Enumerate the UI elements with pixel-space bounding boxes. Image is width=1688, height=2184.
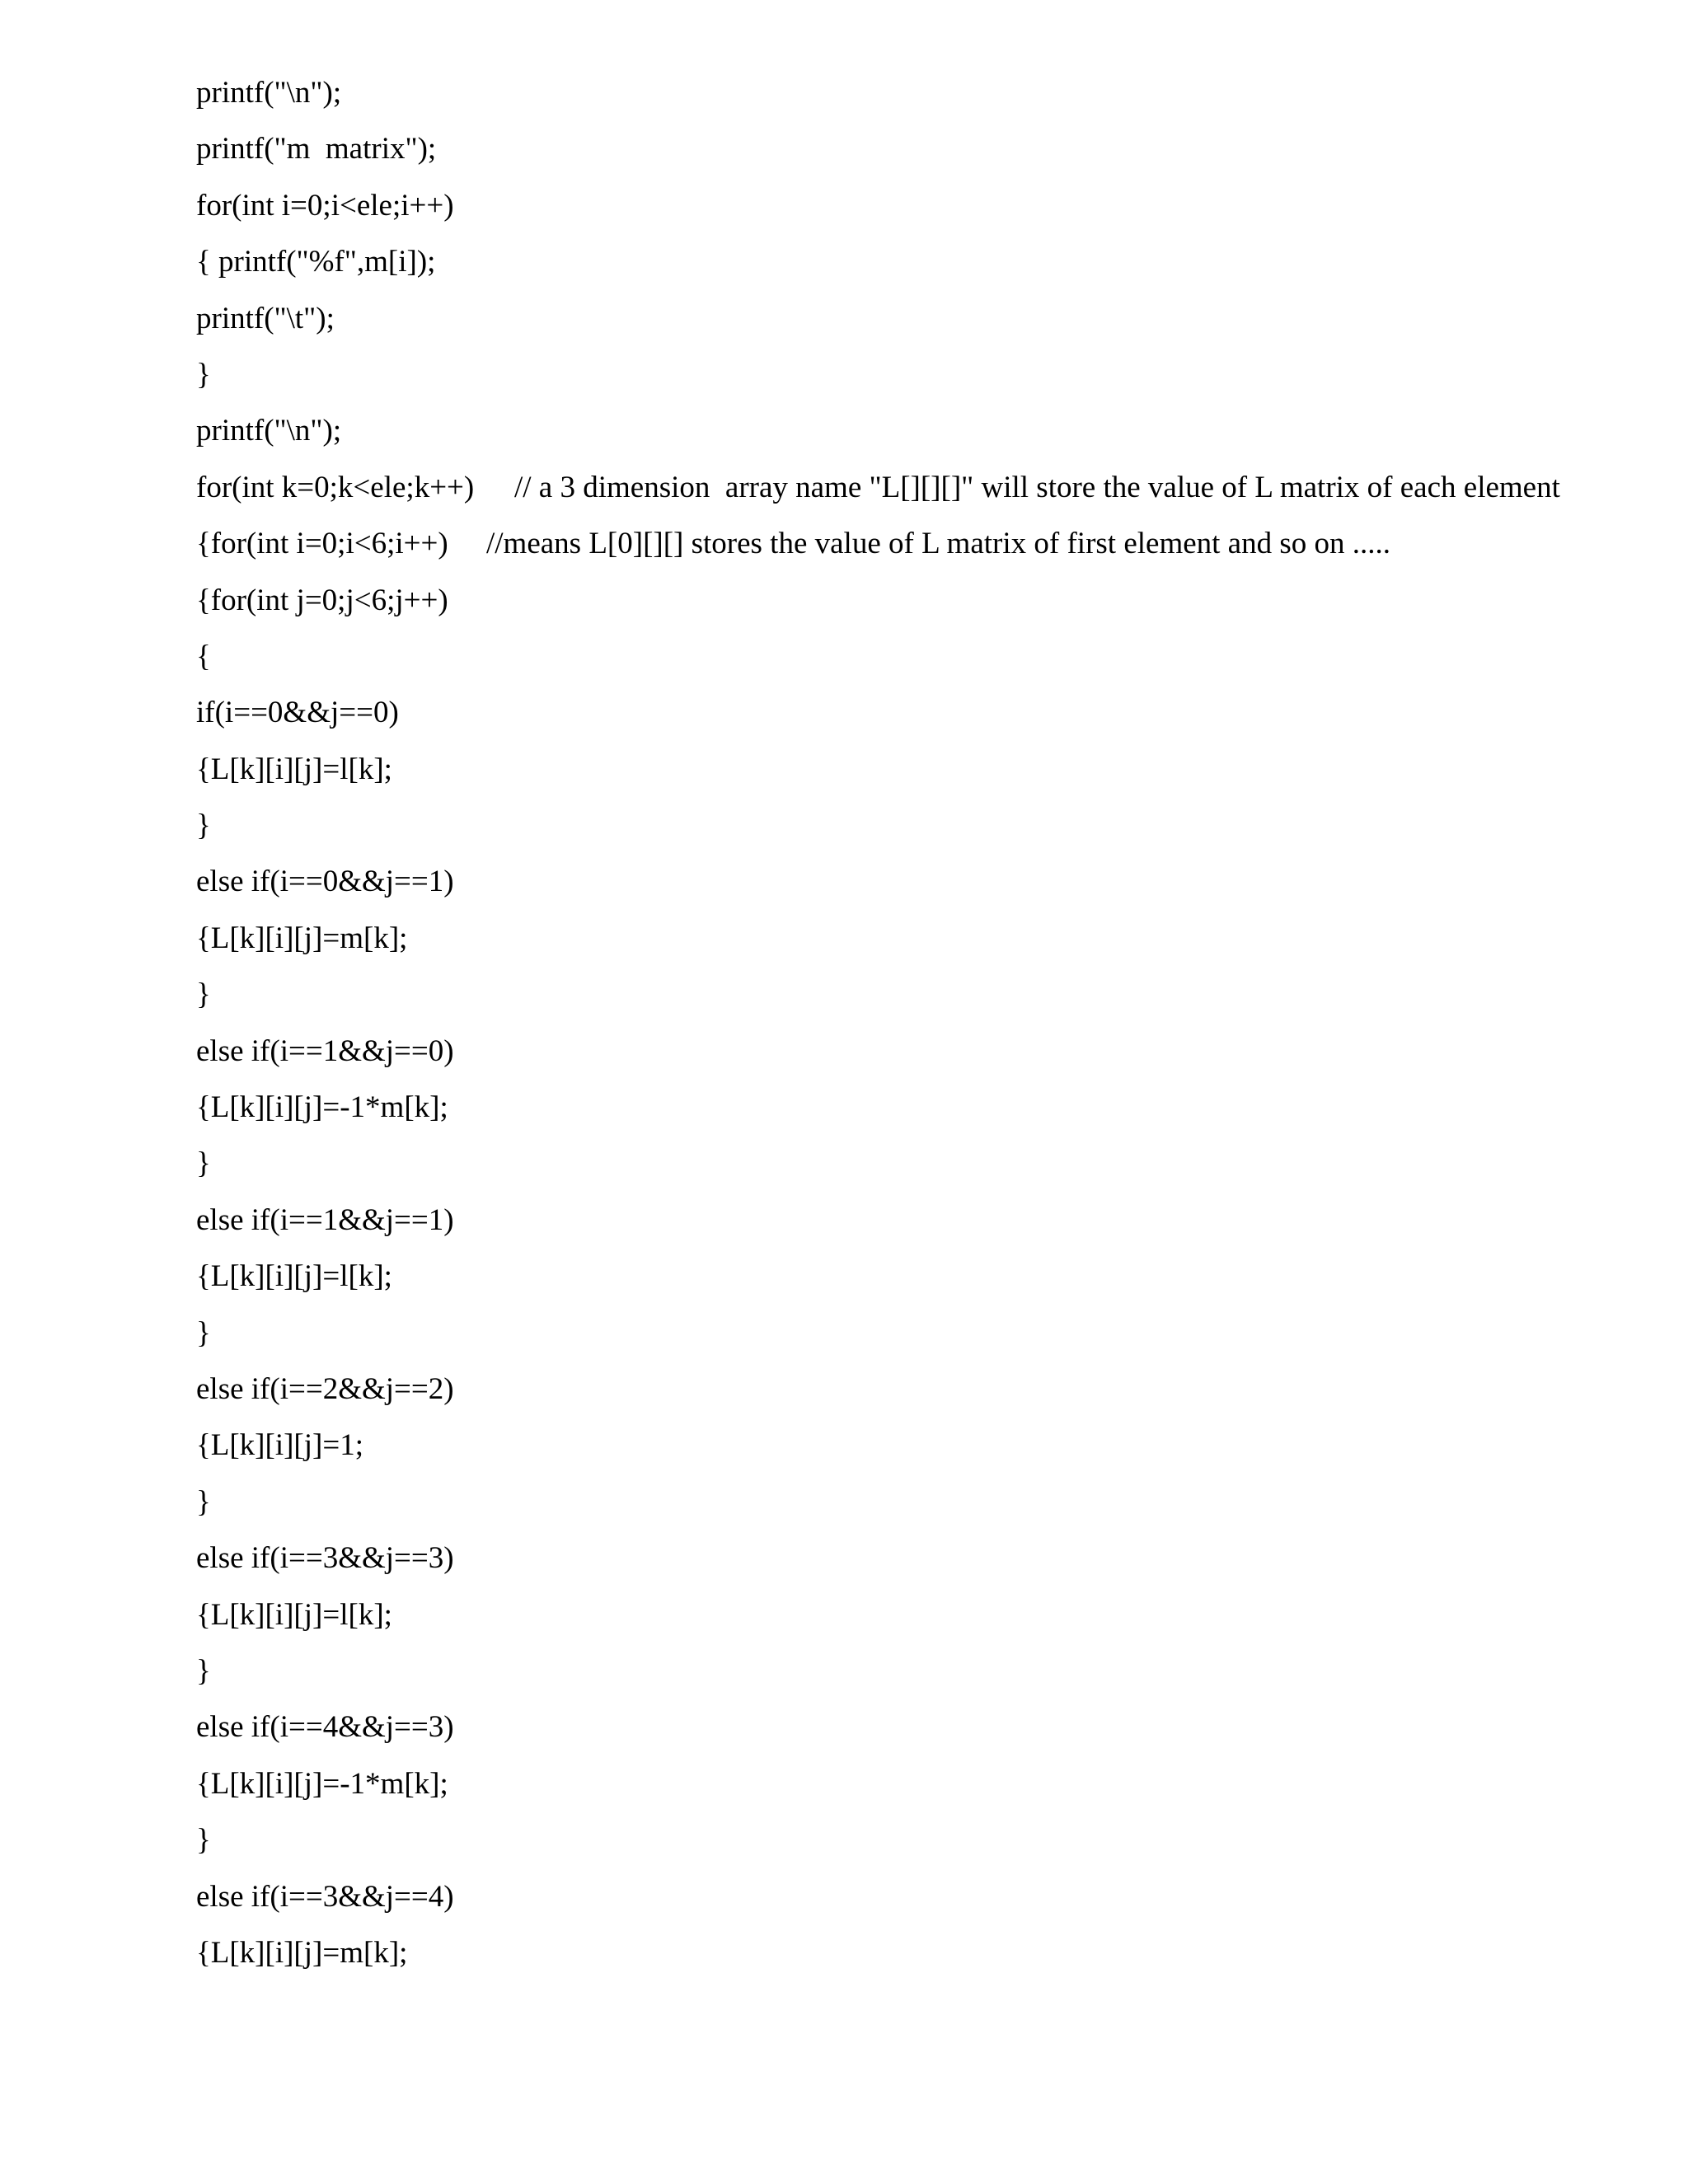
code-line <box>196 354 1647 410</box>
code-line <box>196 974 1647 1030</box>
code-line <box>196 523 1647 579</box>
code-text: } <box>196 1146 211 1181</box>
code-text: if(i==0&&j==0) <box>196 696 399 730</box>
code-text: } <box>196 977 211 1012</box>
code-text: printf("\n"); <box>196 76 342 110</box>
code-line <box>196 1200 1647 1256</box>
code-text: {L[k][i][j]=-1*m[k]; <box>196 1090 448 1125</box>
code-text: } <box>196 1315 211 1350</box>
code-text: } <box>196 1484 211 1519</box>
code-text: printf("\n"); <box>196 414 342 448</box>
code-text: } <box>196 1653 211 1688</box>
code-text: else if(i==0&&j==1) <box>196 865 454 899</box>
code-line <box>196 1933 1647 1989</box>
code-line <box>196 805 1647 861</box>
code-text: {L[k][i][j]=-1*m[k]; <box>196 1766 448 1801</box>
code-line <box>196 1764 1647 1820</box>
code-line <box>196 1256 1647 1312</box>
code-text: {L[k][i][j]=l[k]; <box>196 1259 392 1294</box>
code-comment: // a 3 dimension array name "L[][][]" will store the value of L matrix of each element <box>514 470 1560 504</box>
code-text: { <box>196 639 211 673</box>
code-text: } <box>196 357 211 391</box>
code-line <box>196 241 1647 298</box>
code-line <box>196 73 1647 129</box>
code-text: { printf("%f",m[i]); <box>196 245 436 279</box>
code-comment: //means L[0][][] stores the value of L matrix of first element and so on ..... <box>486 527 1390 561</box>
code-text: else if(i==2&&j==2) <box>196 1371 454 1406</box>
code-text: else if(i==4&&j==3) <box>196 1710 454 1745</box>
code-line <box>196 1087 1647 1143</box>
code-line <box>196 298 1647 354</box>
code-text: for(int i=0;i<ele;i++) <box>196 188 454 223</box>
code-line <box>196 1313 1647 1369</box>
code-line <box>196 410 1647 466</box>
code-text: {L[k][i][j]=m[k]; <box>196 1935 408 1970</box>
code-line <box>196 1538 1647 1594</box>
code-line <box>196 1877 1647 1933</box>
code-line <box>196 918 1647 974</box>
code-line <box>196 129 1647 185</box>
code-text: for(int k=0;k<ele;k++) <box>196 470 475 504</box>
code-line <box>196 1482 1647 1538</box>
code-text: else if(i==1&&j==0) <box>196 1033 454 1068</box>
code-line <box>196 1369 1647 1425</box>
code-line <box>196 636 1647 692</box>
code-text: else if(i==3&&j==4) <box>196 1879 454 1914</box>
code-text: printf("\t"); <box>196 301 335 335</box>
code-line <box>196 1651 1647 1707</box>
code-line <box>196 692 1647 748</box>
code-text: {L[k][i][j]=l[k]; <box>196 752 392 786</box>
code-text: else if(i==3&&j==3) <box>196 1541 454 1576</box>
code-text: {L[k][i][j]=1; <box>196 1428 363 1463</box>
code-line <box>196 185 1647 241</box>
code-line <box>196 749 1647 805</box>
code-line <box>196 580 1647 636</box>
code-line <box>196 861 1647 917</box>
code-line <box>196 1595 1647 1651</box>
code-text: printf("m matrix"); <box>196 132 437 166</box>
code-text: {for(int j=0;j<6;j++) <box>196 583 448 617</box>
code-text: } <box>196 1823 211 1858</box>
code-text: {L[k][i][j]=m[k]; <box>196 921 408 955</box>
code-listing <box>196 73 1647 1989</box>
code-text: else if(i==1&&j==1) <box>196 1202 454 1237</box>
code-line <box>196 1820 1647 1876</box>
code-text: } <box>196 808 211 843</box>
code-text: {L[k][i][j]=l[k]; <box>196 1597 392 1632</box>
code-line <box>196 1143 1647 1199</box>
code-line <box>196 1707 1647 1763</box>
code-line <box>196 467 1647 523</box>
code-text: {for(int i=0;i<6;i++) <box>196 527 448 561</box>
code-line <box>196 1425 1647 1481</box>
code-line <box>196 1031 1647 1087</box>
